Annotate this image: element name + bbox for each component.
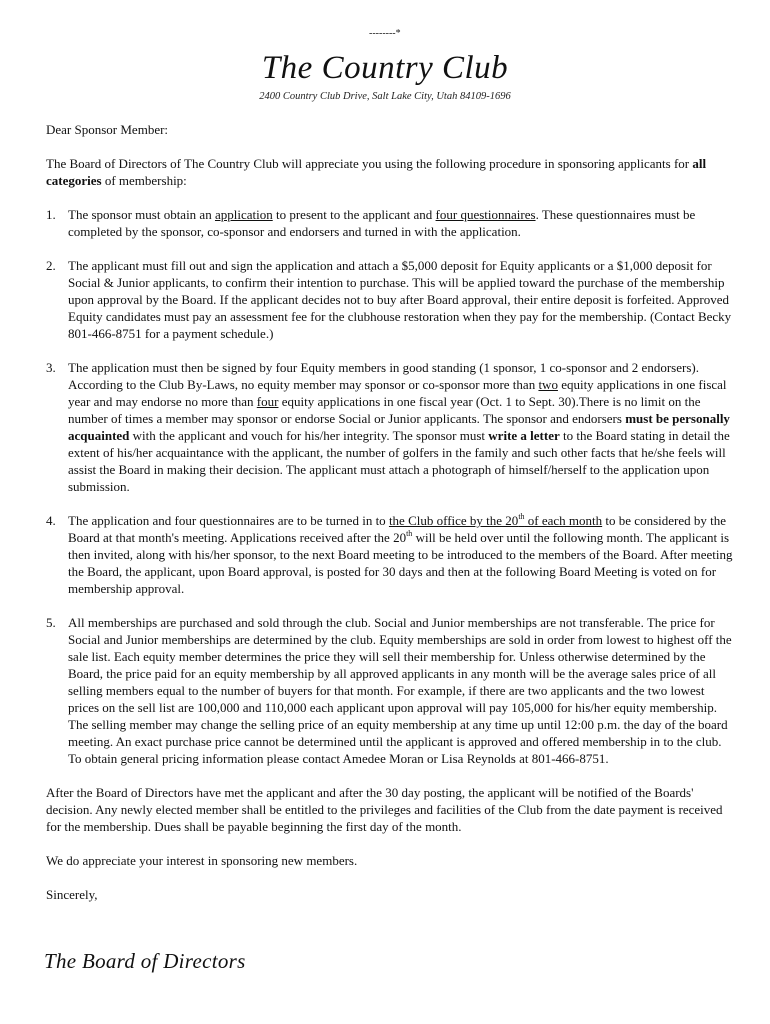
- item-text: to be considered by the Board at that month's meeting. Applications received after the 20: [68, 513, 726, 545]
- item-text: to the Board stating in detail the extent of his/her acquaintance with the applicant, the number of golfers in the family and such other facts that he/she feels will assist the Board in making their decision. The applicant must attach a photograph of himself/herself to the application upon submission.: [68, 428, 730, 494]
- item-number: 1.: [46, 207, 56, 222]
- salutation: Dear Sponsor Member:: [46, 122, 169, 137]
- procedure-item-2: [46, 257, 736, 342]
- item-number: 3.: [46, 360, 56, 375]
- intro-paragraph: [46, 155, 736, 189]
- appreciation-line: We do appreciate your interest in sponsoring new members.: [46, 853, 358, 868]
- intro-text: The Board of Directors of The Country Club will appreciate you using the following procedure in sponsoring applicants for: [46, 156, 693, 171]
- club-address: 2400 Country Club Drive, Salt Lake City, Utah 84109-1696: [259, 91, 511, 102]
- item-number: 2.: [46, 258, 56, 273]
- procedure-item-5: [46, 614, 736, 767]
- application-underlined: application: [214, 207, 273, 222]
- item-text: equity applications in one fiscal year and may endorse no more than: [68, 377, 727, 409]
- ordinal-suffix: th: [518, 512, 525, 521]
- two-underlined: two: [538, 377, 558, 392]
- item-text: The applicant must fill out and sign the application and attach a $5,000 deposit for Equity applicants or a $1,000 deposit for Social & Junior applicants, to confirm their intention to purchase. This will be applied toward the purchase of the membership upon approval by the Board. If the applicant decides not to buy after Board approval, their entire deposit is forfeited. Approved Equity candidates must pay an assessment fee for the clubhouse restoration when they pay for the membership. (Contact Becky 801-466-8751 for a payment schedule.): [68, 258, 732, 341]
- intro-emphasis: all categories: [46, 156, 707, 188]
- deadline-text: the Club office by the 20: [388, 513, 519, 528]
- top-mark: --------*: [369, 28, 401, 39]
- four-underlined: four: [256, 394, 279, 409]
- letter-emphasis: write a letter: [488, 428, 560, 443]
- procedure-list: [46, 206, 736, 767]
- deadline-text-end: of each month: [524, 513, 603, 528]
- closing-paragraph: After the Board of Directors have met the applicant and after the 30 day posting, the applicant will be notified of the Boards' decision. Any newly elected member shall be entitled to the privileges and facilities of the Club from the date payment is received for the membership. Dues shall be payable beginning the first day of the month.: [46, 785, 723, 834]
- intro-text-end: of membership:: [101, 173, 187, 188]
- item-text: The application and four questionnaires are to be turned in to: [68, 513, 389, 528]
- item-number: 5.: [46, 615, 56, 630]
- item-text: equity applications in one fiscal year (Oct. 1 to Sept. 30).There is no limit on the number of times a member may sponsor or endorse Social or Junior applicants. The sponsor and endorsers: [68, 394, 701, 426]
- item-number: 4.: [46, 513, 56, 528]
- procedure-item-4: [46, 512, 736, 597]
- letter-body: [46, 121, 736, 903]
- deadline-underlined: [389, 513, 602, 528]
- item-text: All memberships are purchased and sold through the club. Social and Junior memberships are not transferable. The price for Social and Junior memberships are determined by the club. Equity memberships are sold in order from lowest to highest off the sale list. Each equity member determines the price they will sell their membership for. Unless otherwise determined by the Board, the price paid for an equity membership by all approved applicants in any month will be the average sales price of all selling members equal to the number of buyers for that month. For example, if there are two applicants and the two lowest prices on the sell list are 100,000 and 110,000 each applicant upon approval will pay 105,000 for his/her equity membership. The selling member may change the selling price of an equity membership at any time up until 12:00 p.m. the day of the board meeting. An exact purchase price cannot be determined until the applicant is approved and offered membership in to the club. To obtain general pricing information please contact Amedee Moran or Lisa Reynolds at 801-466-8751.: [68, 615, 732, 766]
- item-text: The sponsor must obtain an: [68, 207, 215, 222]
- sign-off: Sincerely,: [46, 887, 98, 902]
- questionnaires-underlined: four questionnaires: [435, 207, 536, 222]
- procedure-item-3: [46, 359, 736, 495]
- acquainted-emphasis: must be personally acquainted: [68, 411, 730, 443]
- item-text: . These questionnaires must be completed by the sponsor, co-sponsor and endorsers and turned in with the application.: [68, 207, 696, 239]
- item-text: with the applicant and vouch for his/her integrity. The sponsor must: [129, 428, 489, 443]
- item-text: to present to the applicant and: [272, 207, 436, 222]
- ordinal-suffix: th: [406, 529, 413, 538]
- procedure-item-1: [46, 206, 736, 240]
- signature: The Board of Directors: [44, 949, 246, 973]
- item-text: will be held over until the following month. The applicant is then invited, along with his/her sponsor, to the next Board meeting to be introduced to the members of the Board. After meeting the Board, the applicant, upon Board approval, is posted for 30 days and then at the following Board Meeting is voted on for membership approval.: [68, 530, 733, 596]
- club-title: The Country Club: [261, 50, 509, 86]
- item-text: The application must then be signed by four Equity members in good standing (1 sponsor, 1 co-sponsor and 2 endorsers). According to the Club By-Laws, no equity member may sponsor or co-sponsor more than: [68, 360, 699, 392]
